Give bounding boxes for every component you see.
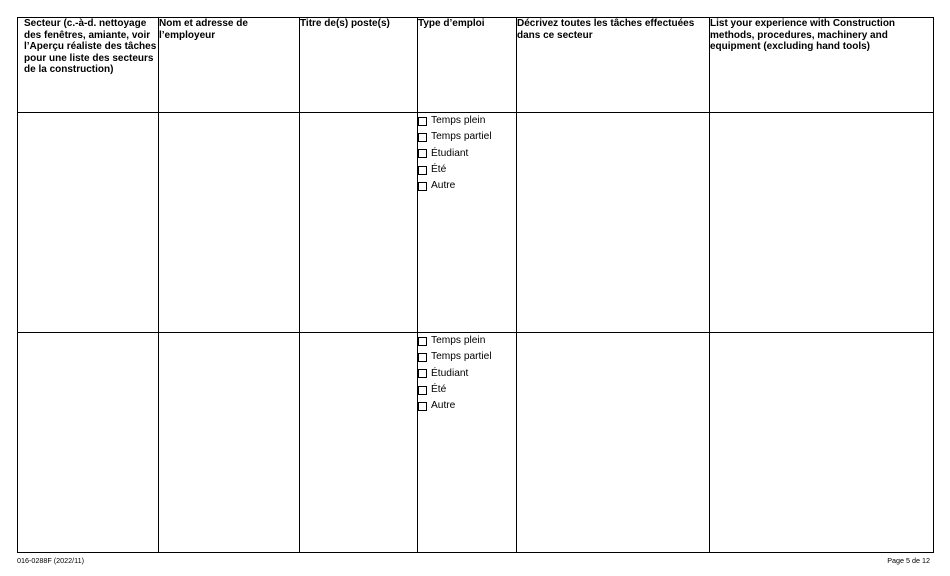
option-label: Autre	[431, 400, 456, 412]
checkbox[interactable]	[418, 402, 427, 411]
job-title-field[interactable]	[300, 113, 418, 333]
option-label: Temps partiel	[431, 351, 492, 363]
option-label: Temps partiel	[431, 131, 492, 143]
experience-field[interactable]	[710, 113, 934, 333]
checkbox[interactable]	[418, 353, 427, 362]
header-sector: Secteur (c.-à-d. nettoyage des fenêtres, amiante, voir l’Aperçu réaliste des tâches pour une liste des secteurs de la construction)	[18, 18, 159, 113]
page-number: Page 5 de 12	[887, 556, 930, 565]
checkbox[interactable]	[418, 182, 427, 191]
employment-history-table	[17, 17, 934, 553]
option-full-time[interactable]	[418, 113, 516, 129]
option-label: Temps plein	[431, 115, 486, 127]
tasks-field[interactable]	[517, 113, 710, 333]
header-employer: Nom et adresse de l’employeur	[159, 18, 300, 113]
header-job-title: Titre de(s) poste(s)	[300, 18, 418, 113]
option-full-time[interactable]	[418, 333, 516, 349]
sector-field[interactable]	[18, 113, 159, 333]
option-summer[interactable]	[418, 162, 516, 178]
checkbox[interactable]	[418, 166, 427, 175]
checkbox[interactable]	[418, 149, 427, 158]
checkbox[interactable]	[418, 369, 427, 378]
checkbox[interactable]	[418, 337, 427, 346]
option-student[interactable]	[418, 366, 516, 382]
header-row	[18, 18, 934, 113]
option-part-time[interactable]	[418, 129, 516, 145]
option-label: Été	[431, 164, 447, 176]
employment-type-group	[418, 113, 517, 333]
sector-field[interactable]	[18, 333, 159, 553]
option-label: Étudiant	[431, 147, 469, 159]
employment-type-group	[418, 333, 517, 553]
experience-field[interactable]	[710, 333, 934, 553]
option-summer[interactable]	[418, 382, 516, 398]
header-tasks: Décrivez toutes les tâches effectuées dans ce secteur	[517, 18, 710, 113]
option-other[interactable]	[418, 178, 516, 194]
checkbox[interactable]	[418, 386, 427, 395]
option-student[interactable]	[418, 146, 516, 162]
option-label: Temps plein	[431, 335, 486, 347]
employer-field[interactable]	[159, 333, 300, 553]
tasks-field[interactable]	[517, 333, 710, 553]
option-other[interactable]	[418, 398, 516, 414]
form-id: 016-0288F (2022/11)	[17, 556, 84, 565]
option-label: Étudiant	[431, 367, 469, 379]
job-title-field[interactable]	[300, 333, 418, 553]
header-experience: List your experience with Construction methods, procedures, machinery and equipment (excluding hand tools)	[710, 18, 934, 113]
checkbox[interactable]	[418, 133, 427, 142]
employer-field[interactable]	[159, 113, 300, 333]
option-label: Été	[431, 384, 447, 396]
option-label: Autre	[431, 180, 456, 192]
table-row	[18, 113, 934, 333]
option-part-time[interactable]	[418, 349, 516, 365]
header-employment-type: Type d’emploi	[418, 18, 517, 113]
table-row	[18, 333, 934, 553]
checkbox[interactable]	[418, 117, 427, 126]
